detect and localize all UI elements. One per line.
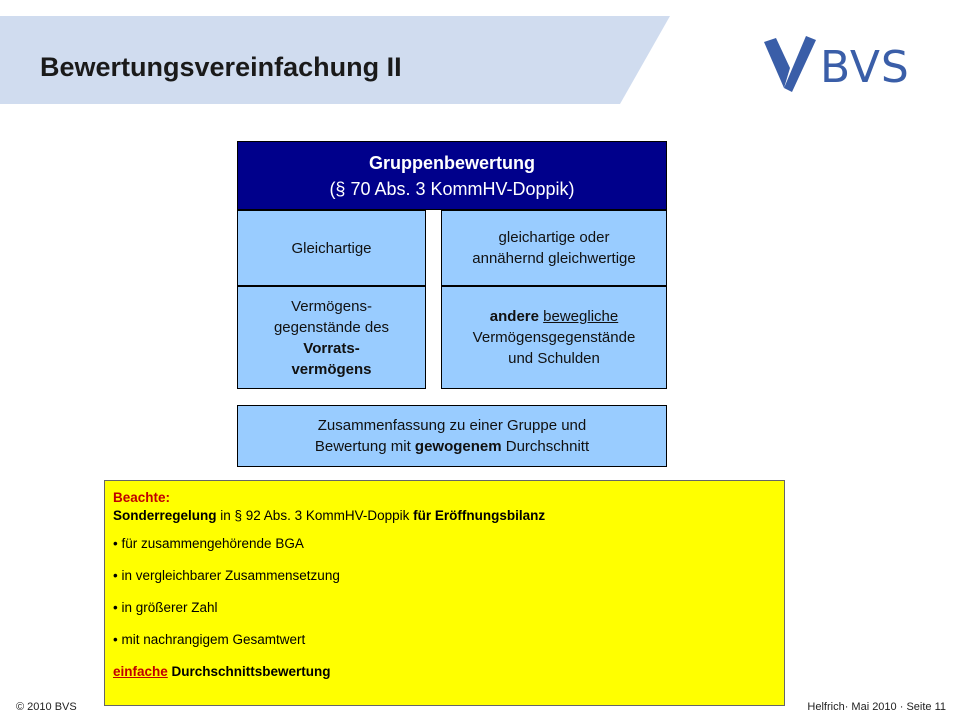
- footer-page-info: Helfrich· Mai 2010 · Seite 11: [807, 701, 946, 713]
- note-bullet: • für zusammengehörende BGA: [113, 536, 304, 551]
- note-bullet: • mit nachrangigem Gesamtwert: [113, 632, 306, 647]
- box-text: Zusammenfassung zu einer Gruppe und: [317, 417, 587, 434]
- box-vorratsvermoegen: [237, 286, 426, 389]
- box-text: gleichartige oder: [498, 229, 610, 246]
- box-text: vermögens: [291, 360, 372, 378]
- box-text: und Schulden: [508, 350, 600, 367]
- note-bullet: • in größerer Zahl: [113, 600, 218, 615]
- group-valuation-header: [237, 141, 667, 210]
- bewegliche-text: bewegliche: [543, 308, 619, 325]
- page-title: Bewertungsvereinfachung II: [40, 52, 402, 82]
- note-box: [104, 480, 785, 706]
- header-reference: (§ 70 Abs. 3 KommHV-Doppik): [329, 178, 575, 199]
- summary-pre: Bewertung mit: [314, 438, 415, 455]
- box-gleichartige: [237, 210, 426, 286]
- box-gleichwertige: [441, 210, 667, 286]
- footer-copyright: © 2010 BVS: [16, 701, 77, 713]
- sonder-mid: in § 92 Abs. 3 KommHV-Doppik: [216, 508, 414, 523]
- bvs-logo: [762, 34, 910, 96]
- summary-post: Durchschnitt: [501, 438, 590, 455]
- box-zusammenfassung: [237, 405, 667, 467]
- note-bullet: • in vergleichbarer Zusammensetzung: [113, 568, 340, 583]
- summary-bold: gewogenem: [414, 438, 502, 455]
- box-text: annähernd gleichwertige: [472, 250, 636, 267]
- andere-text: andere: [489, 308, 539, 325]
- box-text: gegenstände des: [273, 318, 390, 336]
- box-text: Vermögensgegenstände: [472, 329, 636, 346]
- sonder-bold: Sonderregelung: [113, 508, 217, 523]
- box-text: Vermögens-: [291, 297, 372, 315]
- box-line: [315, 436, 589, 457]
- box-text: Vorrats-: [303, 339, 360, 357]
- logo-text: BVS: [820, 42, 910, 93]
- sonder-end: für Eröffnungsbilanz: [413, 508, 546, 523]
- box-line: [490, 306, 618, 327]
- note-conclusion: [113, 663, 784, 681]
- note-heading: Beachte:: [113, 490, 171, 505]
- durchschnitt-text: Durchschnittsbewertung: [167, 664, 331, 679]
- box-bewegliche-vermoegen: [441, 286, 667, 389]
- einfache-text: einfache: [113, 664, 168, 679]
- box-text: Gleichartige: [291, 239, 372, 257]
- header-title: Gruppenbewertung: [369, 152, 535, 173]
- note-sonderregelung: [113, 507, 784, 525]
